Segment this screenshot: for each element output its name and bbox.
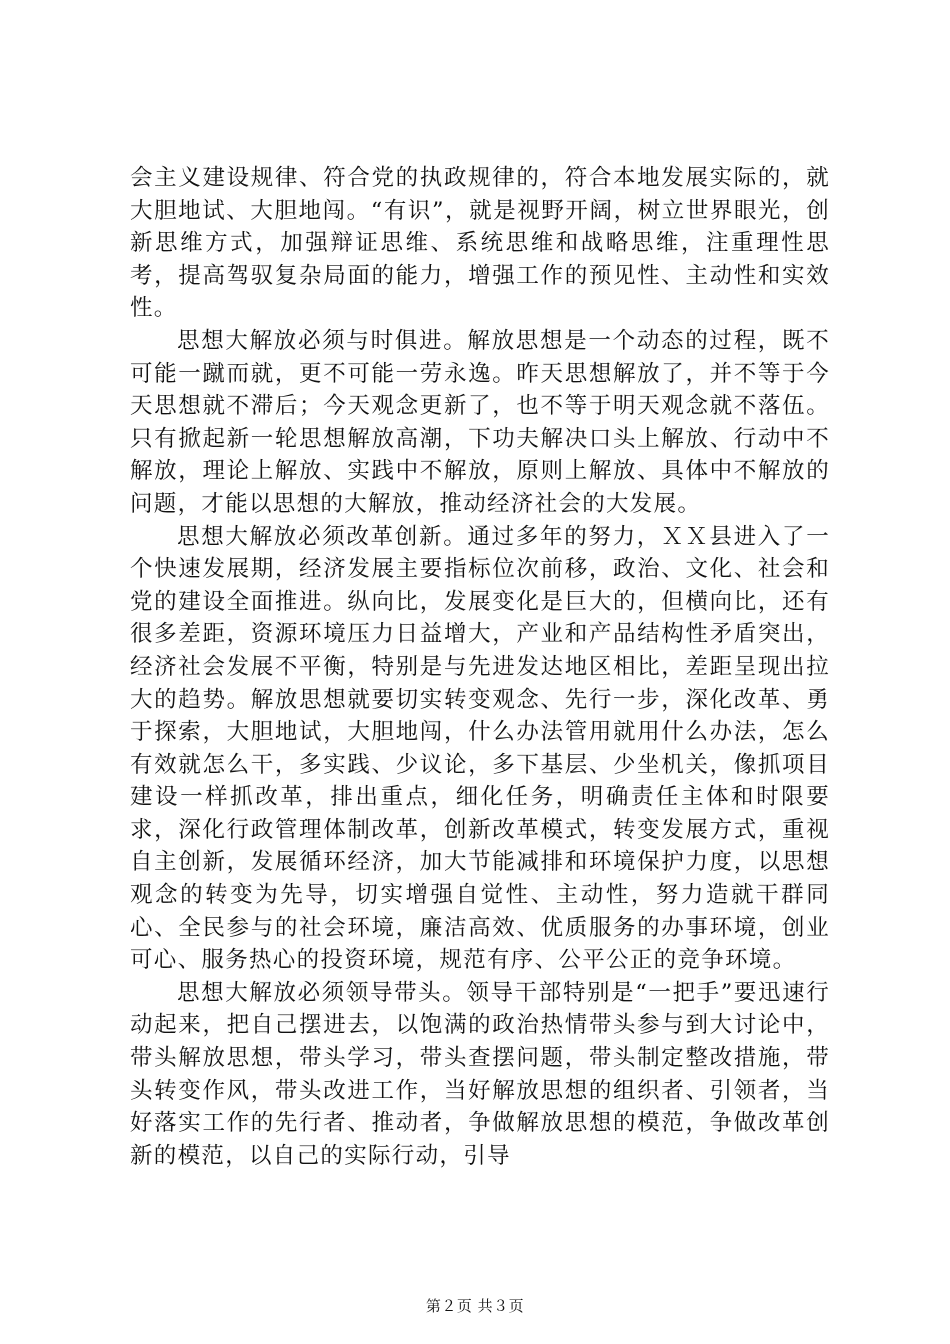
paragraph-reform-innovation: 思想大解放必须改革创新。通过多年的努力，ＸＸ县进入了一个快速发展期，经济发展主要指标位次前移，政治、文化、社会和党的建设全面推进。纵向比，发展变化是巨大的，但横向比，还有很多差距，资源环境压力日益增大，产业和产品结构性矛盾突出，经济社会发展不平衡，特别是与先进发达地区相比，差距呈现出拉大的趋势。解放思想就要切实转变观念、先行一步，深化改革、勇于探索，大胆地试，大胆地闯，什么办法管用就用什么办法，怎么有效就怎么干，多实践、少议论，多下基层、少坐机关，像抓项目建设一样抓改革，排出重点，细化任务，明确责任主体和时限要求，深化行政管理体制改革，创新改革模式，转变发展方式，重视自主创新，发展循环经济，加大节能减排和环境保护力度，以思想观念的转变为先导，切实增强自觉性、主动性，努力造就干群同心、全民参与的社会环境，廉洁高效、优质服务的办事环境，创业可心、服务热心的投资环境，规范有序、公平公正的竞争环境。 <box>130 523 830 974</box>
paragraph-continuation: 会主义建设规律、符合党的执政规律的，符合本地发展实际的，就大胆地试、大胆地闯。“有识”，就是视野开阔，树立世界眼光，创新思维方式，加强辩证思维、系统思维和战略思维，注重理性思考，提高驾驭复杂局面的能力，增强工作的预见性、主动性和实效性。 <box>130 165 830 322</box>
document-body <box>130 162 830 1172</box>
paragraph-leadership: 思想大解放必须领导带头。领导干部特别是“一把手”要迅速行动起来，把自己摆进去，以饱满的政治热情带头参与到大讨论中，带头解放思想，带头学习，带头查摆问题，带头制定整改措施，带头转变作风，带头改进工作，当好解放思想的组织者、引领者，当好落实工作的先行者、推动者，争做解放思想的模范，争做改革创新的模范，以自己的实际行动，引导 <box>130 979 830 1169</box>
paragraph-keep-pace: 思想大解放必须与时俱进。解放思想是一个动态的过程，既不可能一蹴而就，更不可能一劳永逸。昨天思想解放了，并不等于今天思想就不滞后；今天观念更新了，也不等于明天观念就不落伍。只有掀起新一轮思想解放高潮，下功夫解决口头上解放、行动中不解放，理论上解放、实践中不解放，原则上解放、具体中不解放的问题，才能以思想的大解放，推动经济社会的大发展。 <box>130 327 830 517</box>
page-footer: 第２页 共３页 <box>425 1297 525 1315</box>
